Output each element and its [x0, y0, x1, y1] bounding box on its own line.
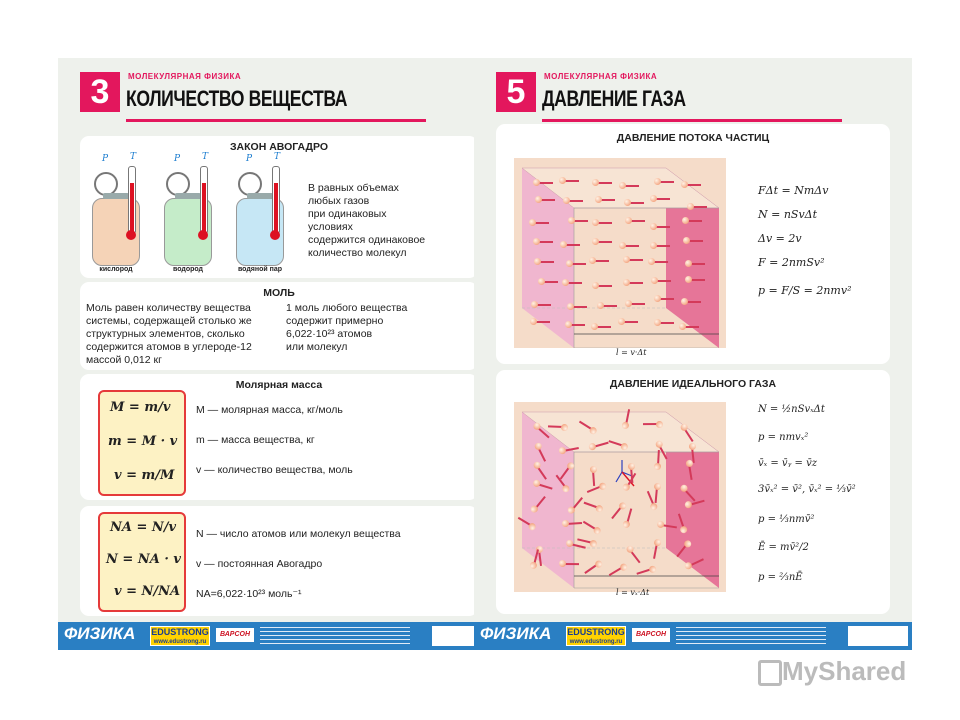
- gas-particle: [537, 446, 546, 461]
- poster-subject: МОЛЕКУЛЯРНАЯ ФИЗИКА: [544, 72, 658, 81]
- formula: p = F/S = 2nmv²: [758, 284, 852, 297]
- gas-particle: [536, 427, 549, 439]
- avogadro-text: В равных объемах любых газов при одинаковых условиях содержится одинаковое количество молекул: [308, 182, 426, 259]
- gas-particle: [534, 321, 550, 323]
- legend-item: m — масса вещества, кг: [196, 434, 315, 446]
- formula: p = nmvₓ²: [758, 432, 809, 443]
- gas-particle: [539, 199, 555, 201]
- gas-particle: [579, 421, 594, 431]
- gas-particle: [627, 259, 643, 261]
- avogadro-formula-box: [98, 512, 186, 612]
- formula: v̄ₓ = v̄ᵧ = v̄z: [758, 458, 818, 469]
- gas-particle: [596, 285, 612, 287]
- formula: p = ⅓nmv̄²: [758, 514, 815, 525]
- ideal-particles: [514, 402, 726, 598]
- avogadro-title: ЗАКОН АВОГАДРО: [229, 141, 329, 153]
- gas-particle: [535, 304, 551, 306]
- gas-particle: [533, 222, 549, 224]
- flow-pressure-card: [496, 124, 890, 364]
- mol-avogadro-note: 1 моль любого вещества содержит примерно 6,022·10²³ атомов или молекул: [286, 302, 408, 353]
- gas-particle: [595, 326, 611, 328]
- gas-particle: [630, 549, 641, 563]
- temperature-label: T: [130, 152, 137, 162]
- gas-particle: [518, 517, 533, 527]
- gas-particle: [537, 465, 548, 479]
- formula: v = N/NA: [114, 584, 181, 599]
- formula: p = ⅔nĒ: [758, 572, 803, 583]
- gas-particle: [637, 568, 653, 575]
- gas-particle: [608, 440, 624, 447]
- gas-particle: [687, 240, 703, 242]
- footer-fine-print: [676, 627, 826, 645]
- poster-number: 3: [80, 72, 120, 112]
- gas-particle: [653, 543, 658, 559]
- gas-particle: [643, 423, 659, 425]
- thermometer-icon: [128, 166, 136, 234]
- poster-number: 5: [496, 72, 536, 112]
- formula: FΔt = NmΔv: [758, 184, 829, 197]
- gas-particle: [585, 563, 599, 574]
- legend-item: NA=6,022·10²³ моль⁻¹: [196, 588, 302, 600]
- gas-particle: [570, 543, 586, 549]
- gas-particle: [536, 483, 552, 490]
- formula: N = ½nSvₓΔt: [758, 404, 825, 415]
- gas-particle: [685, 184, 701, 186]
- poster-footer: [474, 622, 912, 650]
- edustrong-logo: EDUSTRONG www.edustrong.ru: [151, 627, 209, 645]
- gas-particle: [611, 505, 623, 519]
- gas-particle: [560, 465, 571, 479]
- formula: 3v̄ₓ² = v̄², v̄ₓ² = ⅓v̄²: [758, 484, 856, 495]
- poster-title: КОЛИЧЕСТВО ВЕЩЕСТВА: [126, 86, 348, 111]
- gas-label: кислород: [99, 266, 133, 273]
- gas-particle: [570, 263, 586, 265]
- gas-particle: [593, 441, 609, 447]
- gas-particle: [655, 280, 671, 282]
- molar-mass-card: [80, 374, 478, 500]
- gas-particle: [609, 566, 624, 576]
- gas-particle: [688, 464, 693, 480]
- gas-particle: [563, 180, 579, 182]
- pressure-label: P: [246, 154, 253, 164]
- formula: Ē = mv̄²/2: [758, 542, 809, 553]
- length-label: l = v·Δt: [616, 348, 647, 357]
- gas-particle: [658, 298, 674, 300]
- flow-title: ДАВЛЕНИЕ ПОТОКА ЧАСТИЦ: [616, 132, 770, 144]
- gas-particle: [658, 322, 674, 324]
- gas-particle: [661, 524, 677, 528]
- gas-particle: [584, 502, 600, 509]
- gas-particle: [596, 182, 612, 184]
- publisher-logo: ВАРСОН: [632, 628, 670, 642]
- gas-particle: [684, 428, 694, 442]
- ideal-gas-card: [496, 370, 890, 614]
- gas-particle: [537, 182, 553, 184]
- formula: Δv = 2v: [758, 232, 802, 245]
- ideal-title: ДАВЛЕНИЕ ИДЕАЛЬНОГО ГАЗА: [609, 378, 777, 390]
- poster-title: ДАВЛЕНИЕ ГАЗА: [542, 86, 686, 111]
- thermometer-icon: [200, 166, 208, 234]
- gas-particle: [599, 199, 615, 201]
- gas-particle: [596, 241, 612, 243]
- gas-particle: [689, 558, 704, 567]
- gas-particle: [652, 261, 668, 263]
- gas-particle: [623, 185, 639, 187]
- gas-particle: [572, 220, 588, 222]
- gas-particle: [538, 261, 554, 263]
- legend-item: v — постоянная Авогадро: [196, 558, 323, 570]
- gas-particle: [601, 305, 617, 307]
- gas-particle: [689, 500, 705, 506]
- gas-particle: [658, 181, 674, 183]
- avogadro-number-card: [80, 506, 478, 616]
- molar-mass-formula-box: [98, 390, 186, 496]
- gas-particle: [566, 282, 582, 284]
- pressure-label: P: [174, 154, 181, 164]
- gas-label: водяной пар: [237, 266, 283, 273]
- gas-particle: [563, 563, 579, 565]
- gas-particle: [627, 282, 643, 284]
- gas-particle: [629, 303, 645, 305]
- poster-subject: МОЛЕКУЛЯРНАЯ ФИЗИКА: [128, 72, 242, 81]
- gas-particle: [562, 447, 578, 452]
- gas-particle: [654, 226, 670, 228]
- watermark: MyShared: [782, 656, 907, 686]
- gas-particle: [582, 521, 597, 531]
- footer-brand: ФИЗИКА: [64, 624, 136, 643]
- gas-label: водород: [172, 266, 204, 273]
- gas-particle: [676, 543, 687, 557]
- gas-particle: [567, 200, 583, 202]
- gas-particle: [689, 263, 705, 265]
- pressure-label: P: [102, 154, 109, 164]
- gas-particle: [577, 538, 593, 544]
- publisher-logo: ВАРСОН: [216, 628, 254, 642]
- mol-definition: Моль равен количеству вещества системы, содержащей столько же структурных элементов, сколько содержится атомов в углероде-12 массой 0,012 кг: [86, 302, 252, 366]
- title-underline: [542, 119, 842, 122]
- mol-card: [80, 282, 478, 370]
- gas-particle: [548, 425, 564, 428]
- poster-footer: [58, 622, 496, 650]
- myshared-logo-icon: [758, 660, 782, 686]
- gas-particle: [596, 222, 612, 224]
- gas-particle: [593, 260, 609, 262]
- formula: NA = N/v: [110, 520, 177, 535]
- molar-mass-title: Молярная масса: [235, 379, 323, 391]
- gas-particle: [689, 279, 705, 281]
- gas-particle: [628, 202, 644, 204]
- formula: N = NA · v: [106, 552, 181, 567]
- temperature-label: T: [202, 152, 209, 162]
- formula: m = M · v: [108, 434, 178, 449]
- formula: F = 2nmSv²: [758, 256, 825, 269]
- gas-particle: [566, 522, 582, 525]
- edustrong-logo: EDUSTRONG www.edustrong.ru: [567, 627, 625, 645]
- formula: v = m/M: [114, 468, 175, 483]
- formula: N = nSvΔt: [758, 208, 818, 221]
- gas-particle: [592, 470, 595, 486]
- gas-particle: [686, 220, 702, 222]
- gas-particle: [629, 220, 645, 222]
- gas-particle: [683, 326, 699, 328]
- thermometer-icon: [272, 166, 280, 234]
- temperature-label: T: [274, 152, 281, 162]
- legend-item: N — число атомов или молекул вещества: [196, 528, 401, 540]
- footer-fine-print: [260, 627, 410, 645]
- poster-gas-pressure: [474, 58, 912, 650]
- footer-brand: ФИЗИКА: [480, 624, 552, 643]
- gas-particle: [684, 488, 696, 501]
- gas-particle: [571, 497, 583, 511]
- gas-particle: [542, 281, 558, 283]
- gas-particle: [623, 245, 639, 247]
- gas-particle: [622, 321, 638, 323]
- gas-particle: [677, 513, 684, 529]
- gas-particle: [654, 486, 657, 502]
- gas-particle: [654, 198, 670, 200]
- formula: M = m/v: [110, 400, 171, 415]
- flow-particles: [514, 158, 726, 358]
- gas-particle: [569, 324, 585, 326]
- poster-amount-of-substance: [58, 58, 496, 650]
- gas-particle: [537, 241, 553, 243]
- title-underline: [126, 119, 426, 122]
- legend-item: M — молярная масса, кг/моль: [196, 404, 343, 416]
- length-label: l = vₓ·Δt: [616, 588, 650, 597]
- gas-particle: [691, 206, 707, 208]
- gas-particle: [647, 491, 655, 507]
- gas-particle: [625, 409, 630, 425]
- mol-title: МОЛЬ: [263, 287, 295, 299]
- footer-badge: [848, 626, 908, 646]
- gas-particle: [571, 306, 587, 308]
- gas-particle: [626, 508, 632, 524]
- gas-particle: [534, 496, 546, 510]
- gas-particle: [685, 301, 701, 303]
- avogadro-law-card: [80, 136, 478, 278]
- legend-item: v — количество вещества, моль: [196, 464, 353, 476]
- gas-particle: [657, 450, 660, 466]
- gas-particle: [564, 244, 580, 246]
- gas-particle: [654, 245, 670, 247]
